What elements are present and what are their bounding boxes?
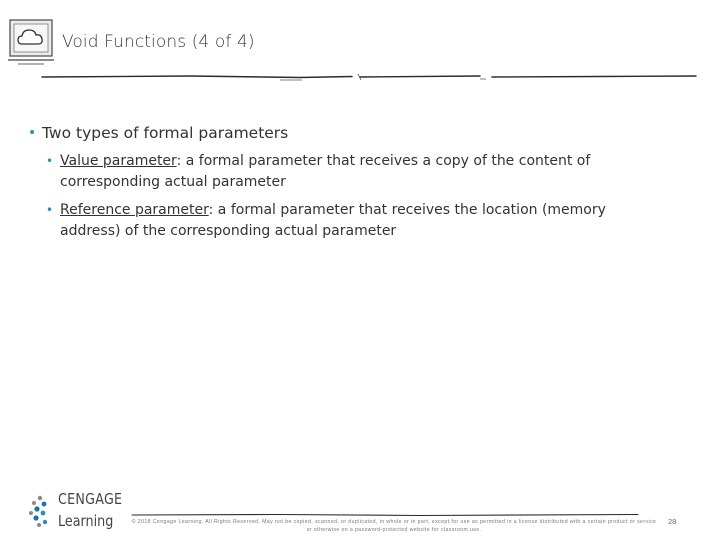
sub-bullet-list [46,151,668,241]
sub-bullet-icon: • [46,203,54,217]
slide-body [28,122,668,249]
footer-divider [130,506,640,514]
cloud-monitor-icon [8,18,56,70]
bullet-item [28,122,668,144]
copyright-notice: © 2018 Cengage Learning. All Rights Reserved. May not be copied, scanned, or duplicated, in whole or in part, except for use as permitted in a license distributed with a certain product or service or otherwise on a password-protected website for classroom use. [131,519,657,533]
brand-name: CENGAGE [58,490,123,508]
term-reference-parameter: Reference parameter [60,202,209,218]
cengage-logo [28,490,138,534]
sub-bullet-text: : a formal parameter that receives a copy of the content of corresponding actual parameter [60,153,591,190]
sub-bullet-reference-parameter [46,200,636,241]
brand-learning: Learning [58,512,114,530]
title-divider [40,70,700,82]
sub-bullet-icon: • [46,154,54,168]
cengage-mark-icon [28,494,52,530]
sub-bullet-value-parameter [46,151,636,192]
page-number: 28 [668,517,677,526]
sub-bullet-text: : a formal parameter that receives the location (memory address) of the corresponding actual parameter [60,202,606,239]
bullet-icon: • [28,125,37,141]
slide-title: Void Functions (4 of 4) [62,32,255,52]
term-value-parameter: Value parameter [60,153,177,169]
bullet-text: Two types of formal parameters [42,124,289,142]
